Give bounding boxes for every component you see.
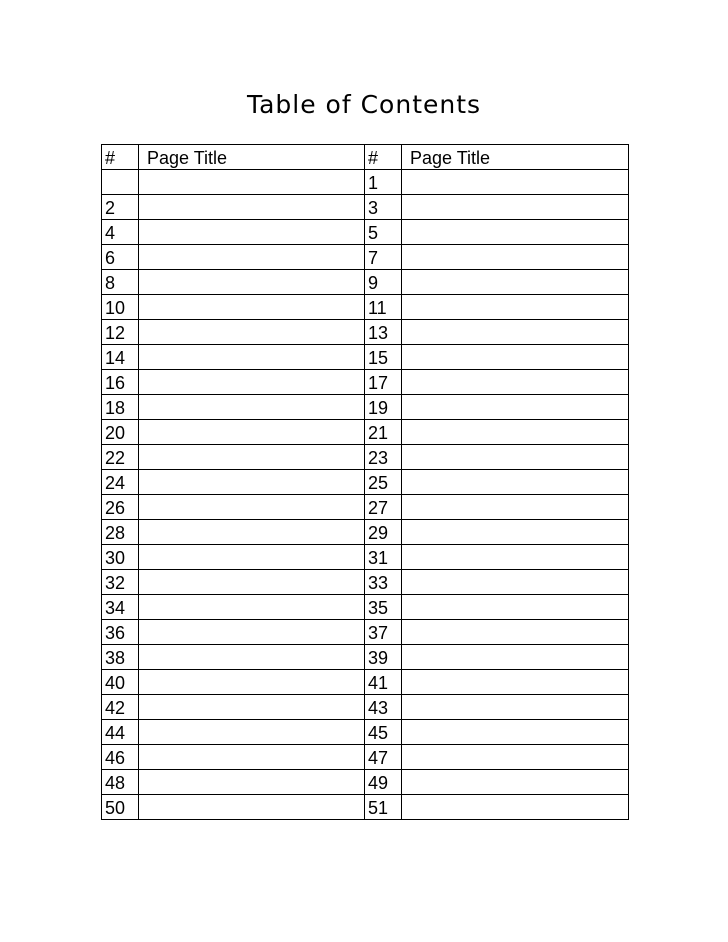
right-page-number: 25 — [365, 470, 402, 495]
right-page-title-cell[interactable] — [402, 620, 629, 645]
table-row — [102, 445, 629, 470]
toc-body — [102, 170, 629, 820]
right-page-title-cell[interactable] — [402, 270, 629, 295]
table-row — [102, 645, 629, 670]
left-page-number: 42 — [102, 695, 139, 720]
left-page-number: 10 — [102, 295, 139, 320]
left-page-number: 16 — [102, 370, 139, 395]
right-page-number: 45 — [365, 720, 402, 745]
table-row — [102, 295, 629, 320]
left-page-number: 40 — [102, 670, 139, 695]
table-row — [102, 520, 629, 545]
right-page-title-cell[interactable] — [402, 570, 629, 595]
right-page-number: 11 — [365, 295, 402, 320]
left-page-title-cell[interactable] — [139, 345, 365, 370]
right-page-number: 17 — [365, 370, 402, 395]
right-page-number: 49 — [365, 770, 402, 795]
left-page-number: 46 — [102, 745, 139, 770]
right-page-title-cell[interactable] — [402, 645, 629, 670]
table-row — [102, 320, 629, 345]
left-number-header: # — [102, 145, 139, 170]
table-row — [102, 370, 629, 395]
left-page-title-cell[interactable] — [139, 770, 365, 795]
right-title-header: Page Title — [402, 145, 629, 170]
table-row — [102, 720, 629, 745]
right-page-number: 21 — [365, 420, 402, 445]
left-page-title-cell[interactable] — [139, 520, 365, 545]
right-page-title-cell[interactable] — [402, 745, 629, 770]
table-row — [102, 795, 629, 820]
right-number-header: # — [365, 145, 402, 170]
right-page-title-cell[interactable] — [402, 345, 629, 370]
left-page-title-cell[interactable] — [139, 695, 365, 720]
left-page-number: 32 — [102, 570, 139, 595]
right-page-number: 19 — [365, 395, 402, 420]
right-page-title-cell[interactable] — [402, 195, 629, 220]
right-page-title-cell[interactable] — [402, 420, 629, 445]
right-page-title-cell[interactable] — [402, 795, 629, 820]
table-row — [102, 220, 629, 245]
right-page-title-cell[interactable] — [402, 670, 629, 695]
right-page-title-cell[interactable] — [402, 495, 629, 520]
table-row — [102, 195, 629, 220]
left-page-title-cell[interactable] — [139, 170, 365, 195]
table-row — [102, 420, 629, 445]
left-page-title-cell[interactable] — [139, 320, 365, 345]
right-page-title-cell[interactable] — [402, 695, 629, 720]
left-page-title-cell[interactable] — [139, 395, 365, 420]
left-title-header: Page Title — [139, 145, 365, 170]
left-page-number: 44 — [102, 720, 139, 745]
right-page-title-cell[interactable] — [402, 445, 629, 470]
right-page-number: 39 — [365, 645, 402, 670]
left-page-number: 30 — [102, 545, 139, 570]
left-page-number: 34 — [102, 595, 139, 620]
right-page-number: 15 — [365, 345, 402, 370]
right-page-title-cell[interactable] — [402, 220, 629, 245]
right-page-title-cell[interactable] — [402, 245, 629, 270]
table-row — [102, 395, 629, 420]
left-page-number: 20 — [102, 420, 139, 445]
left-page-number: 18 — [102, 395, 139, 420]
table-row — [102, 545, 629, 570]
left-page-title-cell[interactable] — [139, 295, 365, 320]
left-page-number — [102, 170, 139, 195]
left-page-number: 2 — [102, 195, 139, 220]
right-page-number: 35 — [365, 595, 402, 620]
left-page-number: 26 — [102, 495, 139, 520]
right-page-title-cell[interactable] — [402, 295, 629, 320]
table-row — [102, 245, 629, 270]
left-page-number: 36 — [102, 620, 139, 645]
left-page-title-cell[interactable] — [139, 745, 365, 770]
right-page-title-cell[interactable] — [402, 320, 629, 345]
table-row — [102, 770, 629, 795]
left-page-number: 50 — [102, 795, 139, 820]
right-page-number: 29 — [365, 520, 402, 545]
left-page-title-cell[interactable] — [139, 495, 365, 520]
left-page-number: 22 — [102, 445, 139, 470]
left-page-number: 24 — [102, 470, 139, 495]
table-row — [102, 620, 629, 645]
right-page-title-cell[interactable] — [402, 170, 629, 195]
right-page-number: 47 — [365, 745, 402, 770]
left-page-title-cell[interactable] — [139, 195, 365, 220]
left-page-number: 6 — [102, 245, 139, 270]
left-page-number: 8 — [102, 270, 139, 295]
right-page-number: 3 — [365, 195, 402, 220]
left-page-title-cell[interactable] — [139, 545, 365, 570]
right-page-title-cell[interactable] — [402, 595, 629, 620]
left-page-title-cell[interactable] — [139, 470, 365, 495]
left-page-number: 28 — [102, 520, 139, 545]
table-row — [102, 570, 629, 595]
right-page-number: 13 — [365, 320, 402, 345]
left-page-title-cell[interactable] — [139, 220, 365, 245]
table-row — [102, 745, 629, 770]
table-row — [102, 470, 629, 495]
right-page-title-cell[interactable] — [402, 395, 629, 420]
right-page-title-cell[interactable] — [402, 545, 629, 570]
left-page-title-cell[interactable] — [139, 245, 365, 270]
toc-table — [101, 144, 629, 820]
right-page-number: 41 — [365, 670, 402, 695]
left-page-title-cell[interactable] — [139, 420, 365, 445]
right-page-number: 33 — [365, 570, 402, 595]
table-row — [102, 345, 629, 370]
left-page-number: 4 — [102, 220, 139, 245]
table-row — [102, 595, 629, 620]
right-page-number: 31 — [365, 545, 402, 570]
left-page-title-cell[interactable] — [139, 720, 365, 745]
left-page-title-cell[interactable] — [139, 670, 365, 695]
right-page-title-cell[interactable] — [402, 470, 629, 495]
right-page-number: 23 — [365, 445, 402, 470]
right-page-number: 51 — [365, 795, 402, 820]
right-page-number: 27 — [365, 495, 402, 520]
left-page-number: 38 — [102, 645, 139, 670]
header-row — [102, 145, 629, 170]
right-page-title-cell[interactable] — [402, 520, 629, 545]
right-page-title-cell[interactable] — [402, 370, 629, 395]
left-page-title-cell[interactable] — [139, 620, 365, 645]
table-row — [102, 495, 629, 520]
left-page-title-cell[interactable] — [139, 445, 365, 470]
left-page-title-cell[interactable] — [139, 570, 365, 595]
right-page-number: 5 — [365, 220, 402, 245]
left-page-number: 14 — [102, 345, 139, 370]
page-title: Table of Contents — [246, 90, 482, 119]
right-page-number: 37 — [365, 620, 402, 645]
left-page-title-cell[interactable] — [139, 795, 365, 820]
left-page-title-cell[interactable] — [139, 645, 365, 670]
right-page-number: 1 — [365, 170, 402, 195]
left-page-title-cell[interactable] — [139, 270, 365, 295]
table-row — [102, 695, 629, 720]
left-page-number: 12 — [102, 320, 139, 345]
table-row — [102, 270, 629, 295]
right-page-number: 9 — [365, 270, 402, 295]
left-page-number: 48 — [102, 770, 139, 795]
table-row — [102, 670, 629, 695]
right-page-title-cell[interactable] — [402, 770, 629, 795]
right-page-title-cell[interactable] — [402, 720, 629, 745]
table-row — [102, 170, 629, 195]
right-page-number: 7 — [365, 245, 402, 270]
right-page-number: 43 — [365, 695, 402, 720]
left-page-title-cell[interactable] — [139, 370, 365, 395]
left-page-title-cell[interactable] — [139, 595, 365, 620]
